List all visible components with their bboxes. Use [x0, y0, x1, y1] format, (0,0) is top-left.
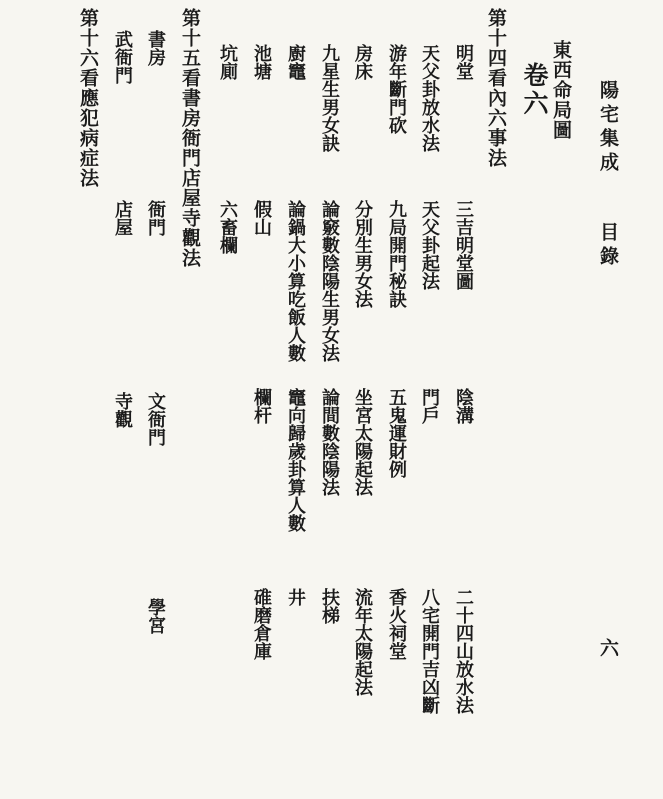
toc-entry: 扶梯	[319, 588, 340, 624]
book-title: 陽宅集成	[597, 80, 619, 176]
toc-entry: 流年太陽起法	[352, 588, 373, 696]
chapter-16-title: 第十六看應犯病症法	[77, 8, 99, 188]
toc-entry: 書房	[145, 30, 166, 66]
toc-entry: 井	[285, 588, 306, 606]
toc-entry: 武衙門	[112, 30, 133, 84]
toc-entry: 欄杆	[251, 388, 272, 424]
toc-entry: 廚竈	[285, 44, 306, 80]
toc-entry: 二十四山放水法	[453, 588, 474, 714]
page-number: 六	[597, 638, 619, 662]
toc-entry: 九星生男女訣	[319, 44, 340, 152]
chapter-14-title: 第十四看內六事法	[485, 8, 507, 168]
toc-entry: 三吉明堂圖	[453, 200, 474, 290]
toc-entry: 論竅數陰陽生男女法	[319, 200, 340, 362]
toc-entry: 六畜欄	[217, 200, 238, 254]
toc-entry: 池塘	[251, 44, 272, 80]
toc-entry: 假山	[251, 200, 272, 236]
toc-entry: 分別生男女法	[352, 200, 373, 308]
toc-entry: 陰溝	[453, 388, 474, 424]
toc-entry: 九局開門秘訣	[386, 200, 407, 308]
east-west-chart-title: 東西命局圖	[550, 40, 572, 140]
toc-entry: 論鍋大小算吃飯人數	[285, 200, 306, 362]
toc-entry: 香火祠堂	[386, 588, 407, 660]
toc-entry: 文衙門	[145, 392, 166, 446]
toc-entry: 八宅開門吉凶斷	[419, 588, 440, 714]
toc-entry: 寺觀	[112, 392, 133, 428]
chapter-15-title: 第十五看書房衙門店屋寺觀法	[179, 8, 201, 268]
toc-entry: 五鬼運財例	[386, 388, 407, 478]
toc-entry: 論間數陰陽法	[319, 388, 340, 496]
toc-entry: 天父卦放水法	[419, 44, 440, 152]
section-label: 目錄	[597, 222, 619, 270]
toc-entry: 店屋	[112, 200, 133, 236]
toc-entry: 坐宮太陽起法	[352, 388, 373, 496]
toc-entry: 門戶	[419, 388, 440, 424]
toc-entry: 竈向歸歲卦算人數	[285, 388, 306, 532]
toc-entry: 碓磨倉庫	[251, 588, 272, 660]
toc-entry: 游年斷門砍	[386, 44, 407, 134]
toc-entry: 明堂	[453, 44, 474, 80]
toc-entry: 坑廁	[217, 44, 238, 80]
toc-entry: 衙門	[145, 200, 166, 236]
toc-entry: 天父卦起法	[419, 200, 440, 290]
toc-entry: 學宮	[145, 598, 166, 634]
toc-entry: 房床	[352, 44, 373, 80]
volume-title: 卷六	[520, 62, 549, 118]
